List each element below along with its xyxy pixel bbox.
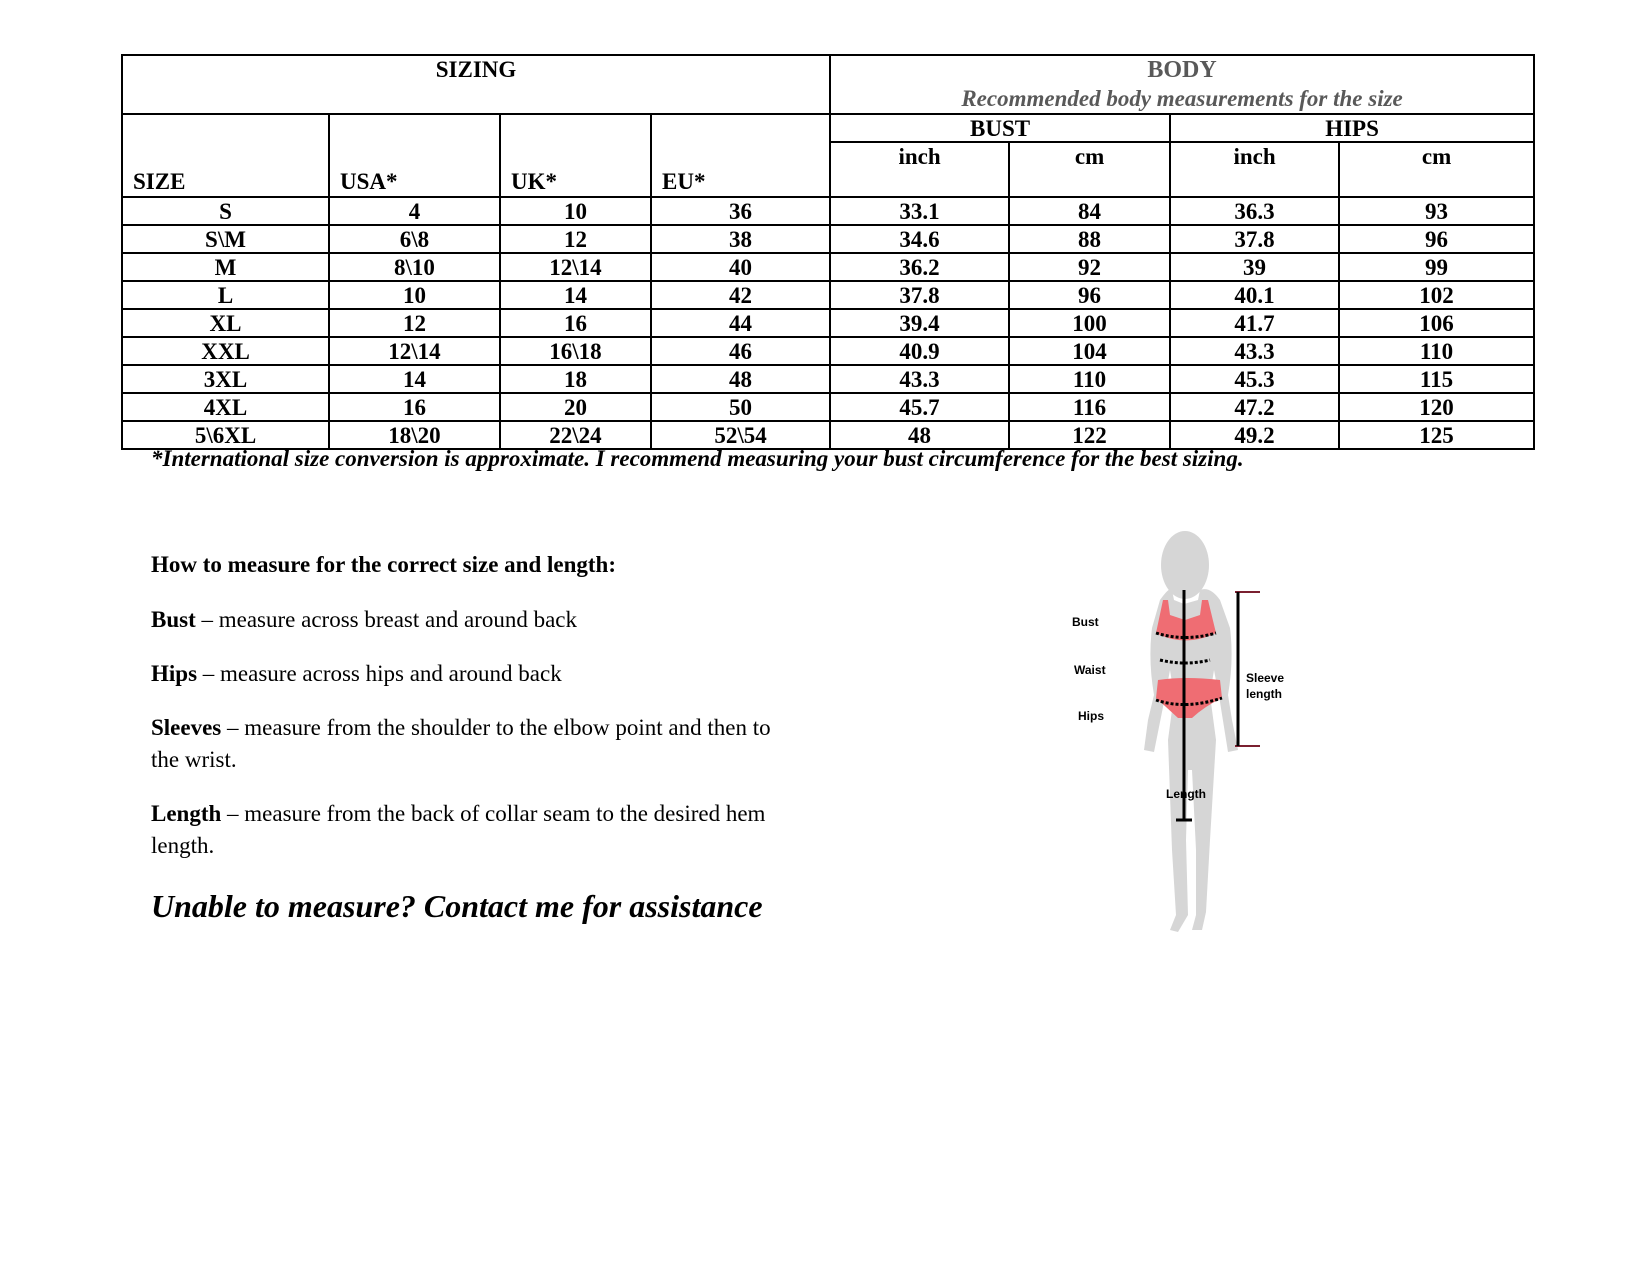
table-cell: 49.2: [1170, 421, 1339, 449]
table-cell: 45.3: [1170, 365, 1339, 393]
table-cell: 47.2: [1170, 393, 1339, 421]
table-cell: 3XL: [122, 365, 329, 393]
col-uk: UK*: [500, 114, 651, 197]
table-cell: 16: [329, 393, 500, 421]
table-cell: 44: [651, 309, 830, 337]
table-cell: 106: [1339, 309, 1534, 337]
table-cell: 110: [1339, 337, 1534, 365]
table-cell: 45.7: [830, 393, 1009, 421]
table-cell: 99: [1339, 253, 1534, 281]
table-cell: 18\20: [329, 421, 500, 449]
table-cell: 96: [1009, 281, 1170, 309]
table-cell: 42: [651, 281, 830, 309]
table-cell: 125: [1339, 421, 1534, 449]
table-cell: 20: [500, 393, 651, 421]
table-cell: 12\14: [329, 337, 500, 365]
label-waist: Waist: [1074, 663, 1106, 677]
table-cell: 5\6XL: [122, 421, 329, 449]
table-cell: 46: [651, 337, 830, 365]
table-cell: 12: [329, 309, 500, 337]
table-cell: 52\54: [651, 421, 830, 449]
body-header: [830, 55, 1534, 114]
table-row: [122, 281, 1534, 309]
table-cell: 18: [500, 365, 651, 393]
bust-inch-header: inch: [830, 142, 1009, 197]
table-cell: 100: [1009, 309, 1170, 337]
table-cell: XXL: [122, 337, 329, 365]
label-bust: Bust: [1072, 615, 1099, 629]
col-size: SIZE: [122, 114, 329, 197]
table-row: [122, 225, 1534, 253]
table-cell: S: [122, 197, 329, 225]
table-cell: 43.3: [1170, 337, 1339, 365]
label-sleeve-1: Sleeve: [1246, 671, 1285, 685]
size-chart-table: [121, 54, 1535, 450]
table-cell: 16: [500, 309, 651, 337]
table-cell: 96: [1339, 225, 1534, 253]
table-cell: 34.6: [830, 225, 1009, 253]
table-row: [122, 337, 1534, 365]
conversion-footnote: *International size conversion is approximate. I recommend measuring your bust circumference for the best sizing.: [151, 446, 1244, 471]
measure-instructions: [151, 552, 791, 884]
table-cell: 102: [1339, 281, 1534, 309]
table-cell: 40.1: [1170, 281, 1339, 309]
table-cell: 14: [500, 281, 651, 309]
body-subtitle: Recommended body measurements for the size: [961, 86, 1403, 111]
table-cell: M: [122, 253, 329, 281]
table-cell: 92: [1009, 253, 1170, 281]
table-cell: 4XL: [122, 393, 329, 421]
table-cell: 33.1: [830, 197, 1009, 225]
table-cell: 40: [651, 253, 830, 281]
table-cell: 48: [830, 421, 1009, 449]
measure-item-sleeves: Sleeves – measure from the shoulder to the elbow point and then to the wrist.: [151, 715, 771, 772]
table-cell: S\M: [122, 225, 329, 253]
body-measurement-figure: [1060, 520, 1320, 950]
table-row: [122, 253, 1534, 281]
label-hips: Hips: [1078, 709, 1105, 723]
table-cell: 37.8: [830, 281, 1009, 309]
size-rows: [122, 197, 1534, 449]
table-cell: 4: [329, 197, 500, 225]
table-cell: 36: [651, 197, 830, 225]
hips-cm-header: cm: [1339, 142, 1534, 197]
table-cell: 22\24: [500, 421, 651, 449]
table-cell: 122: [1009, 421, 1170, 449]
table-row: [122, 309, 1534, 337]
hips-inch-header: inch: [1170, 142, 1339, 197]
table-cell: 110: [1009, 365, 1170, 393]
table-cell: 8\10: [329, 253, 500, 281]
table-cell: 38: [651, 225, 830, 253]
col-usa: USA*: [329, 114, 500, 197]
table-cell: 37.8: [1170, 225, 1339, 253]
table-cell: 104: [1009, 337, 1170, 365]
table-cell: 120: [1339, 393, 1534, 421]
table-cell: 12\14: [500, 253, 651, 281]
col-eu: EU*: [651, 114, 830, 197]
hips-group-header: HIPS: [1170, 114, 1534, 142]
table-cell: 88: [1009, 225, 1170, 253]
bust-cm-header: cm: [1009, 142, 1170, 197]
table-cell: L: [122, 281, 329, 309]
measure-item-length: Length – measure from the back of collar seam to the desired hem length.: [151, 801, 766, 858]
table-cell: 84: [1009, 197, 1170, 225]
table-cell: 14: [329, 365, 500, 393]
table-cell: 43.3: [830, 365, 1009, 393]
table-cell: 12: [500, 225, 651, 253]
table-cell: 16\18: [500, 337, 651, 365]
label-sleeve-2: length: [1246, 687, 1282, 701]
table-cell: 10: [329, 281, 500, 309]
body-title: BODY: [1147, 57, 1217, 83]
body-silhouette-icon: [1144, 531, 1238, 932]
contact-call-to-action: Unable to measure? Contact me for assistance: [151, 888, 763, 924]
table-row: [122, 365, 1534, 393]
table-cell: 93: [1339, 197, 1534, 225]
table-cell: 50: [651, 393, 830, 421]
bust-group-header: BUST: [830, 114, 1170, 142]
table-cell: 41.7: [1170, 309, 1339, 337]
table-cell: 6\8: [329, 225, 500, 253]
table-cell: 39.4: [830, 309, 1009, 337]
table-cell: 36.3: [1170, 197, 1339, 225]
table-cell: 116: [1009, 393, 1170, 421]
measure-heading: How to measure for the correct size and length:: [151, 552, 617, 577]
table-row: [122, 421, 1534, 449]
measure-item-hips: Hips – measure across hips and around back: [151, 661, 562, 686]
table-cell: XL: [122, 309, 329, 337]
table-cell: 39: [1170, 253, 1339, 281]
sleeve-length-guide: [1235, 592, 1260, 746]
sizing-header: SIZING: [122, 55, 830, 114]
table-cell: 40.9: [830, 337, 1009, 365]
measure-item-bust: Bust – measure across breast and around back: [151, 607, 578, 632]
table-row: [122, 197, 1534, 225]
table-row: [122, 393, 1534, 421]
table-cell: 10: [500, 197, 651, 225]
table-cell: 48: [651, 365, 830, 393]
label-length: Length: [1166, 787, 1206, 801]
table-cell: 115: [1339, 365, 1534, 393]
table-cell: 36.2: [830, 253, 1009, 281]
